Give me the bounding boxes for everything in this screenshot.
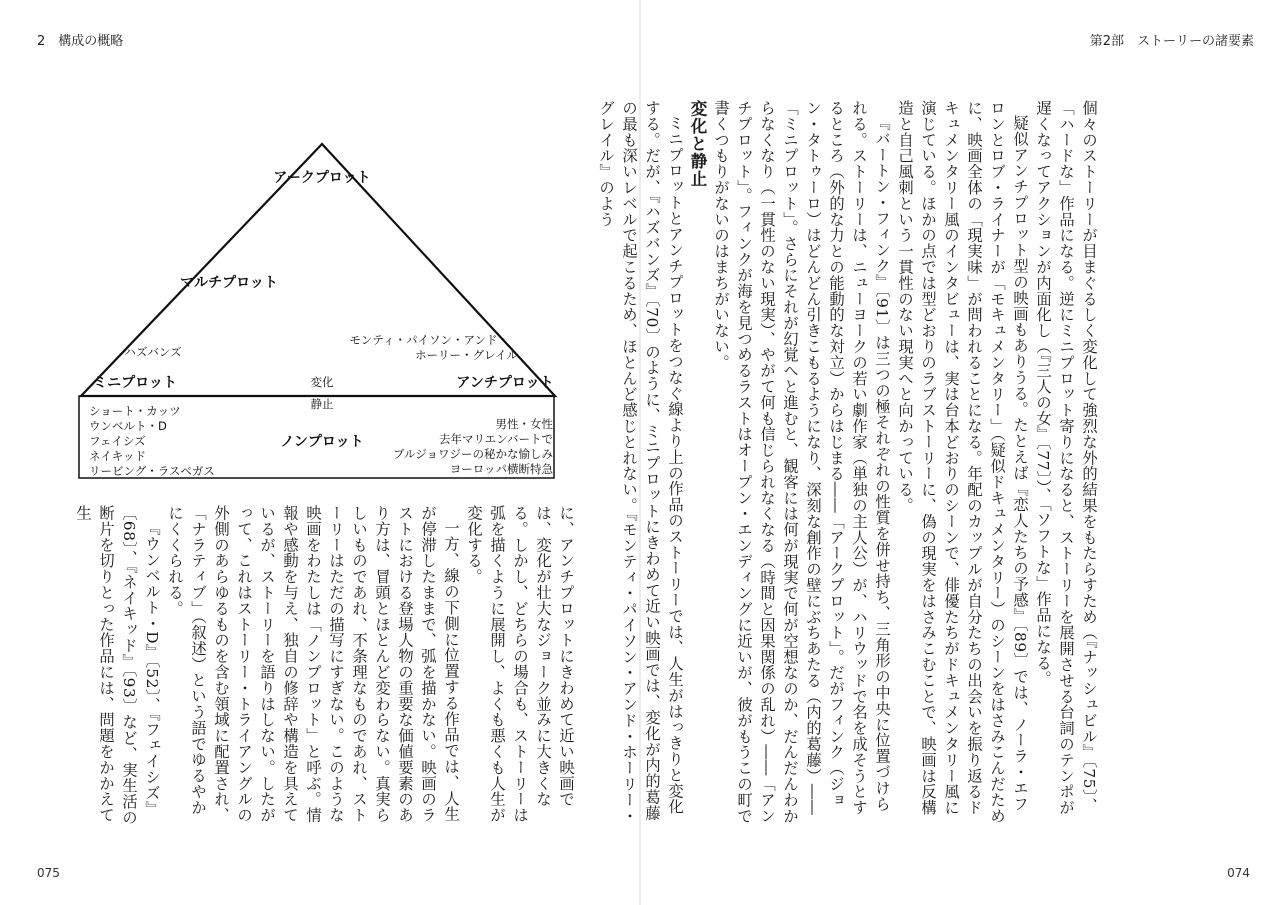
nonplot-films-left <box>89 404 215 478</box>
film-faces: フェイシズ <box>89 434 146 448</box>
page-number-left: 075 <box>37 866 60 880</box>
film-discreet-charm: ブルジョワジーの秘かな愉しみ <box>392 447 553 461</box>
label-monty-1: モンティ・パイソン・アンド・ <box>349 333 509 347</box>
paragraph: 『バートン・フィンク』〔91〕は三つの極それぞれの性質を併せ持ち、三角形の中央に位置づけられる。ストーリーは、ニューヨークの若い劇作家（単独の主人公）が、ハリウッドで名を成そうとするところ（外的な力との能動的な対立）からはじまる――「アークプロット」。だがフィンク（ジョン・タトゥーロ）はどんどん引きこもるようになり、深刻な創作の壁にぶちあたる（内的葛藤）――「ミニプロット」。さらにそれが幻覚へと進むと、観客には何が現実で何が空想なのか、だんだんわからなくなり（一貫性のない現実）、やがて何も信じられなくなる（時間と因果関係の乱れ）――「アンチプロット」。フィンクが海を見つめるラストはオープン・エンディングに近いが、彼がもうこの町で書くつもりがないのはまちがいない。 <box>712 100 891 824</box>
paragraph: に、アンチプロットにきわめて近い映画では、変化が壮大なジョーク並みに大きくなる。しかし、どちらの場合も、ストーリーは弧を描くように展開し、よくも悪くも人生が変化する。 <box>465 505 575 823</box>
film-trans-europ-express: ヨーロッパ横断特急 <box>449 462 553 476</box>
paragraph: 個々のストーリーが目まぐるしく変化して強烈な外的結果をもたらすため（『ナッシュビル』〔75〕、「ハードな」作品になる。逆にミニプロット寄りになると、ストーリーを展開させる台詞のテンポが遅くなってアクションが内面化し（『三人の女』〔77〕）、「ソフトな」作品になる。 <box>1034 100 1098 816</box>
film-leaving-las-vegas: リービング・ラスベガス <box>89 464 215 478</box>
paragraph: 疑似アンチプロット型の映画もありうる。たとえば『恋人たちの予感』〔89〕では、ノーラ・エフロンとロブ・ライナーが「モキュメンタリー」（疑似ドキュメンタリー）のシーンをはさみこんだために、映画全体の「現実味」が問われることになる。年配のカップルが自分たちの出会いを振り返るドキュメンタリー風のインタビューは、実は台本どおりのシーンで、俳優たちがドキュメンタリー風に演じている。ほかの点では型どおりのラブストーリーに、偽の現実をはさみこむことで、映画は反構造と自己風刺という一貫性のない現実へと向かっている。 <box>896 100 1029 824</box>
running-header-left: 2 構成の概略 <box>37 34 124 49</box>
nonplot-films-right <box>393 417 554 476</box>
label-static: 静止 <box>310 397 334 411</box>
section-heading: 変化と静止 <box>688 100 707 188</box>
film-last-year-marienbad: 去年マリエンバートで <box>439 432 553 446</box>
page-number-right: 074 <box>1227 866 1250 880</box>
running-header-right: 第2部 ストーリーの諸要素 <box>1089 34 1254 49</box>
label-nonplot: ノンプロット <box>280 434 364 450</box>
paragraph: 一方、線の下側に位置する作品では、人生が停滞したままで、弧を描かない。映画のラストにおける登場人物の重要な価値要素のあり方は、冒頭とほとんど変わらない。真実らしいものであれ、不条理なものであれ、ストーリーはただの描写にすぎない。このような映画をわたしは「ノンプロット」と呼ぶ。情報や感動を与え、独自の修辞や構造を具えているが、ストーリーを語りはしない。したがって、これはストーリー・トライアングルの外側のあらゆるものを含む領域に配置され、「ナラティブ」（叙述）という語でゆるやかにくくられる。 <box>166 505 460 823</box>
label-husbands: ハズバンズ <box>124 345 182 359</box>
film-naked: ネイキッド <box>89 449 147 463</box>
label-archplot: アークプロット <box>273 170 371 186</box>
film-short-cuts: ショート・カッツ <box>89 404 181 418</box>
paragraph: 『ウンベルト・D』〔52〕、『フェイシズ』〔68〕、『ネイキッド』〔93〕など、実生活の断片を切りとった作品には、問題をかかえて生 <box>74 505 161 826</box>
label-monty-2: ホーリー・グレイル <box>415 348 518 362</box>
label-change: 変化 <box>310 375 334 389</box>
right-page-body <box>597 100 1100 825</box>
paragraph: ミニプロットとアンチプロットをつなぐ線より上の作品のストーリーでは、人生がはっきりと変化する。だが、『ハズバンズ』〔70〕のように、ミニプロットにきわめて近い映画では、変化が内的葛藤の最も深いレベルで起こるため、ほとんど感じとれない。『モンティ・パイソン・アンド・ホーリー・グレイル』のよう <box>597 100 684 824</box>
label-miniplot: ミニプロット <box>93 375 177 391</box>
story-triangle-diagram <box>75 130 575 480</box>
label-antiplot: アンチプロット <box>456 375 554 391</box>
film-umberto-d: ウンベルト・D <box>89 419 167 433</box>
left-page-body <box>72 505 577 830</box>
film-masculin-feminin: 男性・女性 <box>495 417 553 431</box>
label-multiplot: マルチプロット <box>180 275 278 291</box>
